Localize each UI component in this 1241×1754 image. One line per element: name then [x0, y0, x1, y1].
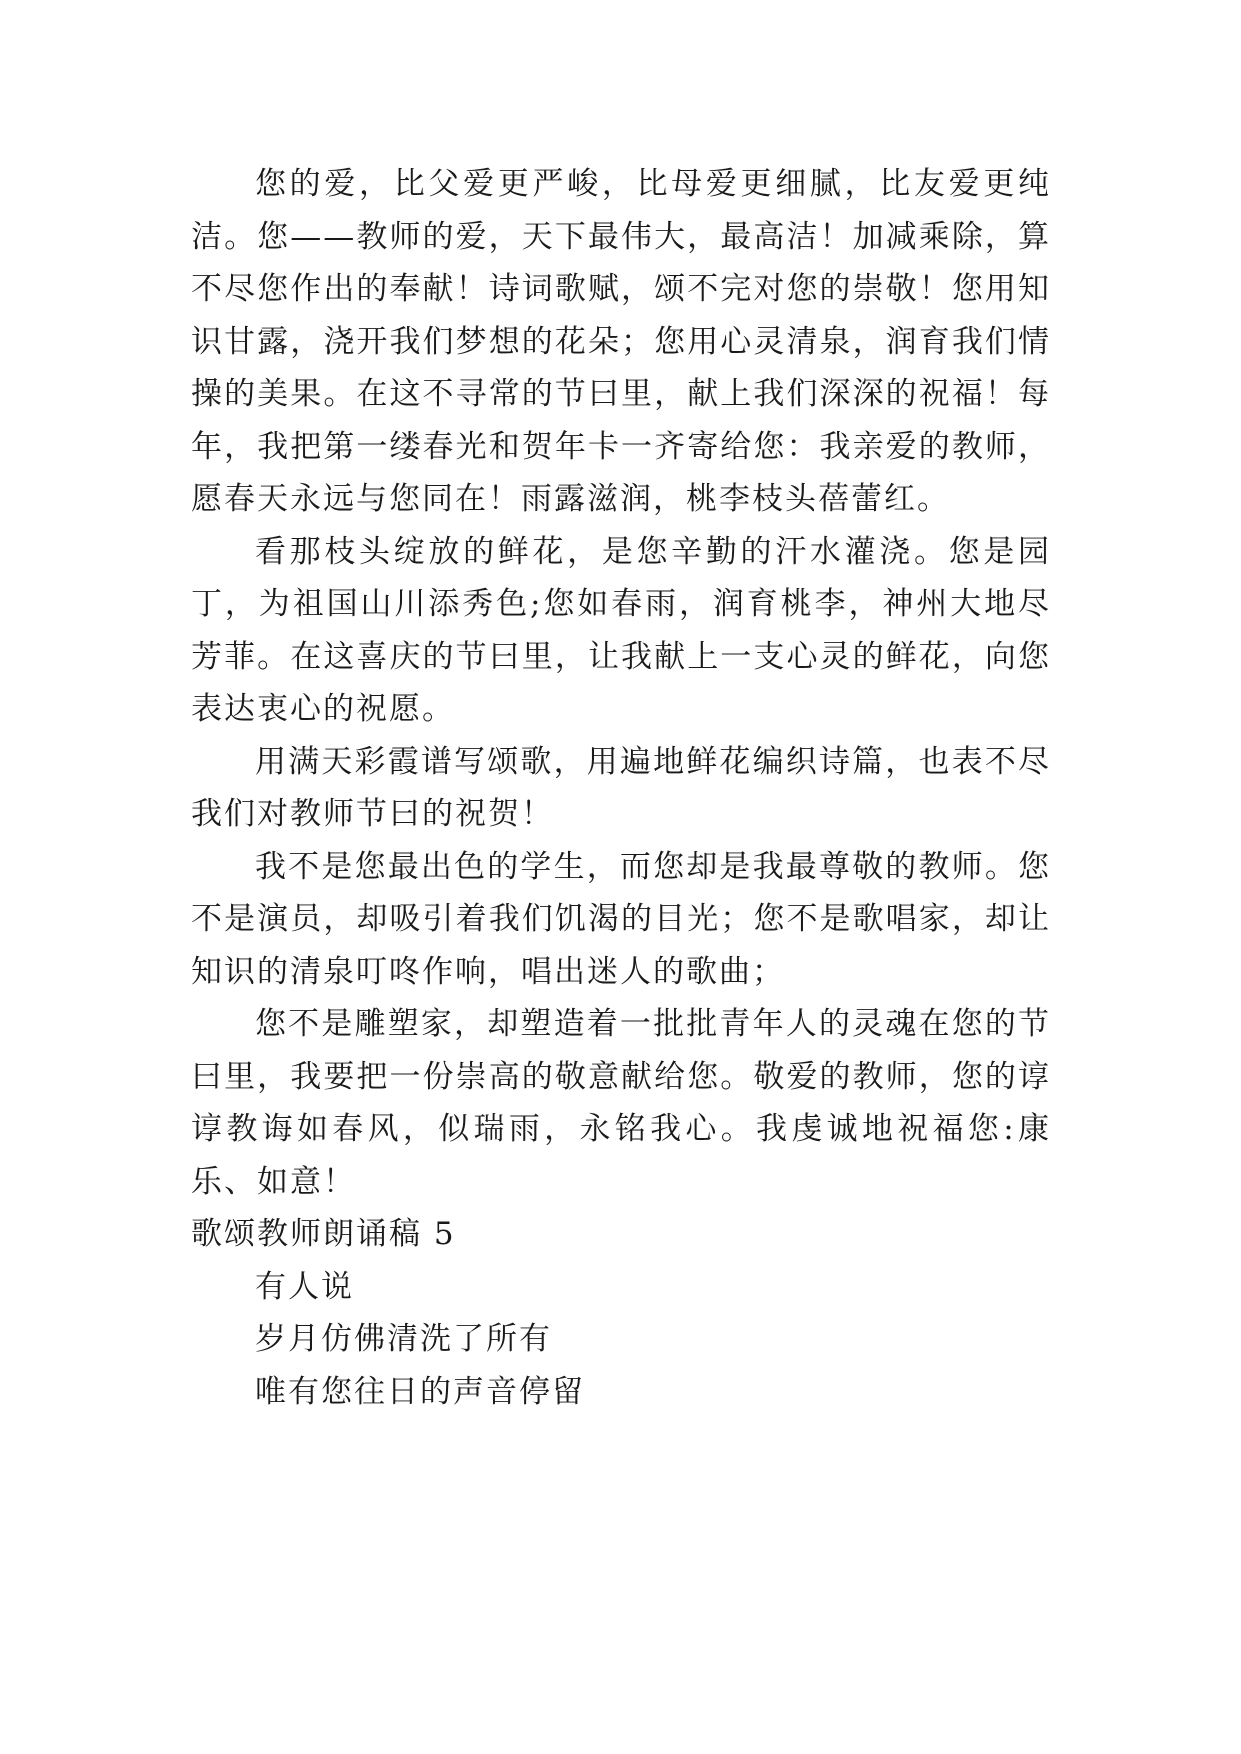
document-body — [191, 158, 1051, 1418]
paragraph: 我不是您最出色的学生，而您却是我最尊敬的教师。您不是演员，却吸引着我们饥渴的目光；您不是歌唱家，却让知识的清泉叮咚作响，唱出迷人的歌曲； — [191, 848, 1051, 990]
paragraph: 用满天彩霞谱写颂歌，用遍地鲜花编织诗篇，也表不尽我们对教师节曰的祝贺！ — [191, 743, 1051, 832]
section-heading: 歌颂教师朗诵稿 5 — [191, 1216, 456, 1252]
paragraph: 您不是雕塑家，却塑造着一批批青年人的灵魂在您的节曰里，我要把一份崇高的敬意献给您。敬爱的教师，您的谆谆教诲如春风，似瑞雨，永铭我心。我虔诚地祝福您:康乐、如意！ — [191, 1006, 1051, 1200]
paragraph: 看那枝头绽放的鲜花，是您辛勤的汗水灌浇。您是园丁，为祖国山川添秀色;您如春雨，润育桃李，神州大地尽芳菲。在这喜庆的节曰里，让我献上一支心灵的鲜花，向您表达衷心的祝愿。 — [191, 533, 1051, 727]
poem-line: 唯有您往日的声音停留 — [255, 1373, 585, 1410]
poem-line: 有人说 — [255, 1268, 354, 1305]
paragraph: 您的爱，比父爱更严峻，比母爱更细腻，比友爱更纯洁。您——教师的爱，天下最伟大，最高洁！加减乘除，算不尽您作出的奉献！诗词歌赋，颂不完对您的崇敬！您用知识甘露，浇开我们梦想的花朵；您用心灵清泉，润育我们情操的美果。在这不寻常的节曰里，献上我们深深的祝福！每年，我把第一缕春光和贺年卡一齐寄给您：我亲爱的教师，愿春天永远与您同在！雨露滋润，桃李枝头蓓蕾红。 — [191, 166, 1051, 517]
poem-line: 岁月仿佛清洗了所有 — [255, 1321, 552, 1357]
